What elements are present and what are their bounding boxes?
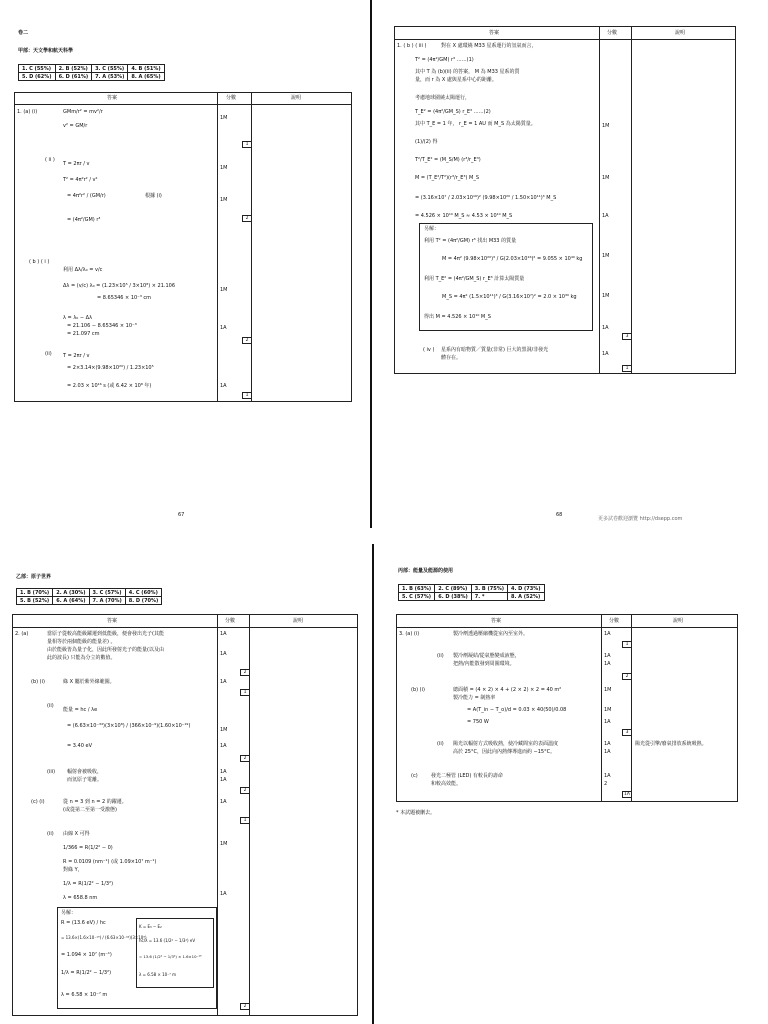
mark: 1M (220, 165, 228, 171)
answer-line: 綠 X 屬於紫外線範圍。 (63, 679, 115, 685)
mark: 1A (604, 631, 611, 637)
header-answer: 答案 (107, 95, 118, 101)
mark: 1M (602, 123, 610, 129)
answer-line: 總面積 = (4 × 2) × 4 + (2 × 2) × 2 = 40 m² (453, 687, 562, 693)
question-label: (iii) (47, 769, 56, 775)
answer-line: T_E² = (4π²/GM_S) r_E³ ……(2) (415, 109, 491, 115)
subtotal-box: 1 (622, 641, 632, 648)
header-answer: 答案 (489, 30, 500, 36)
header-remarks: 說明 (675, 30, 686, 36)
question-label: (ii) (437, 741, 444, 747)
answer-line: 能量 = hc / λe (63, 707, 98, 713)
question-label: (ii) (47, 703, 54, 709)
answer-line: (或從第二至第一受激態) (63, 807, 117, 813)
mc-cell: 3. C (55%) (92, 65, 128, 73)
mark: 1A (602, 351, 609, 357)
question-label: (ii) (45, 351, 52, 357)
header-marks: 分數 (226, 95, 237, 101)
subtotal-box: 1 (242, 141, 252, 148)
subtotal-box: 2 (622, 673, 632, 680)
subtotal-box: 1 (242, 392, 252, 399)
mark: 1M (220, 287, 228, 293)
header-row (397, 615, 737, 628)
question-label: 2. (a) (15, 631, 29, 637)
col-divider (599, 27, 600, 373)
header-answer: 答案 (491, 618, 502, 624)
question-label: (b) (i) (411, 687, 425, 693)
subtotal-box: 1 (622, 365, 632, 372)
mark: 1M (602, 175, 610, 181)
formula-line: T² = 4π²r² / v² (63, 177, 98, 183)
alt-line: R = (13.6 eV) / hc (61, 920, 106, 926)
mark: 1A (604, 661, 611, 667)
answer-line: 當原子從較高能級躍遷到低能級，便會發出光子(其能 (47, 631, 164, 637)
mark: 1A (220, 777, 227, 783)
alt-label: 另解： (424, 226, 440, 232)
header-remarks: 說明 (291, 95, 302, 101)
remark-line: 陽光從引擎/廢氣排放系統吸熱。 (635, 741, 707, 747)
mc-cell: 8. A (65%) (128, 73, 164, 81)
formula-line: = 8.65346 × 10⁻³ cm (97, 295, 152, 301)
mc-cell: 1. B (70%) (17, 589, 53, 597)
mark: 1A (220, 679, 227, 685)
mark: 1M (604, 707, 612, 713)
footer-link[interactable]: 更多試卷歡迎瀏覽 http://dsepp.com (598, 516, 683, 522)
answer-line: 製冷劑透過壓縮機從室內至室外。 (453, 631, 529, 637)
page-68 (376, 0, 768, 530)
mc-cell: 7. * (471, 593, 507, 601)
answer-line: 其中 T_E = 1 年， r_E = 1 AU 而 M_S 為太陽質量。 (415, 121, 536, 127)
subtotal-box: 1 (240, 817, 250, 824)
header-marks: 分數 (609, 618, 620, 624)
answer-line: M = (T_E²/T²)(r³/r_E³) M_S (415, 175, 479, 181)
question-label: (ii) (47, 831, 54, 837)
answer-line: T²/T_E² = (M_S/M) (r³/r_E³) (415, 157, 481, 163)
answer-line: 高於 25°C，因此向內熱傳導進而約 −15°C。 (453, 749, 556, 755)
alt-line: = 13.6×(1.6×10⁻¹⁹) / (6.63×10⁻³⁴)(3×10⁸) (61, 935, 147, 940)
alt-line: 利用 T_E² = (4π²/GM_S) r_E³ 計算太陽質量 (424, 276, 525, 282)
answer-line: = 3.40 eV (67, 743, 92, 749)
col-divider (601, 615, 602, 801)
question-label: 3. (a) (i) (399, 631, 420, 637)
mc-cell: 1. B (63%) (399, 585, 435, 593)
header-answer: 答案 (107, 618, 118, 624)
answer-line: (1)/(2) 得 (415, 139, 438, 145)
mc-cell: 3. C (57%) (89, 589, 125, 597)
mark: 1A (220, 383, 227, 389)
formula-line: = 4π²r² / (GM/r) (67, 193, 106, 199)
alt-line: = 13.6 (1/2² − 1/3²) × 1.6×10⁻¹⁹ (139, 954, 202, 959)
mc-cell: 2. C (89%) (435, 585, 472, 593)
page-section-c (376, 544, 768, 1024)
subtotal-box: 2 (240, 755, 250, 762)
answer-line: 星系內有暗物質／質量(非常) 巨大的黑洞/非發光 (441, 347, 549, 353)
question-label: ( iv ) (423, 347, 435, 353)
formula-line: GMm/r² = mv²/r (63, 109, 103, 115)
mc-cell: 7. A (70%) (89, 597, 125, 605)
mark: 1A (604, 741, 611, 747)
question-label: ( b ) ( i ) (29, 259, 50, 265)
alternative-solution-box (57, 907, 217, 1009)
mark: 1A (220, 799, 227, 805)
answer-line: = A(T_in − T_o)/d = 0.03 × 40(50)/0.08 (467, 707, 567, 713)
mc-cell: 6. A (64%) (53, 597, 89, 605)
answer-line: 量相等於兩個能級的能量差) 。 (47, 639, 116, 645)
header-row (13, 615, 357, 628)
alt-line: M = 4π² (9.98×10²⁰)³ / G(2.03×10¹⁶)² = 9.055 × 10⁴⁰ kg (442, 256, 583, 262)
subtotal-box: 2 (240, 669, 250, 676)
formula-line: T = 2πr / v (63, 161, 90, 167)
mark: 1A (602, 325, 609, 331)
alt-line: 1/λ = R(1/2² − 1/3²) (61, 970, 112, 976)
answer-line: 而氫原子電離。 (67, 777, 103, 783)
question-label: (c) (411, 773, 418, 779)
alt-label: 另解： (61, 910, 77, 916)
answer-line: 體存在。 (441, 355, 462, 361)
alternative-solution-box (419, 223, 593, 331)
alternative-inner-box (136, 918, 214, 988)
mc-cell: 4. D (73%) (508, 585, 545, 593)
marking-scheme-grid (14, 92, 352, 402)
header-marks: 分數 (607, 30, 618, 36)
formula-line: T = 2πr / v (63, 353, 90, 359)
answer-line: = 4.526 × 10¹⁰ M_S ≈ 4.53 × 10¹⁰ M_S (415, 213, 513, 219)
mc-answer-table (16, 588, 162, 605)
question-label: (c) (i) (31, 799, 45, 805)
answer-line: T² = (4π²/GM) r³ ……(1) (415, 57, 474, 63)
mc-cell: 4. B (51%) (128, 65, 164, 73)
marking-scheme-grid (12, 614, 358, 1016)
answer-line: λ = 658.8 nm (63, 895, 98, 901)
marking-scheme-grid (394, 26, 736, 374)
alt-line: λ = 6.58 × 10⁻⁷ m (61, 992, 108, 998)
answer-line: 對綠 Y， (63, 867, 83, 873)
mark: 1M (602, 253, 610, 259)
answer-line: 由於能級皆為量子化，因此所發射光子的能量(以及由 (47, 647, 164, 653)
mc-cell: 8. D (70%) (125, 597, 162, 605)
formula-line: = 21.106 − 8.65346 × 10⁻³ (67, 323, 137, 329)
mark: 1M (604, 687, 612, 693)
answer-line: 1/λ = R(1/2² − 1/3²) (63, 881, 114, 887)
answer-line: 製冷劑凝結/從氣態變成液態， (453, 653, 520, 659)
alt-line: λ = 6.58 × 10⁻⁷ m (139, 972, 177, 977)
answer-line: 對在 X 處環繞 M33 星系運行的氫氣而言， (441, 43, 537, 49)
answer-line: 製冷能力 = 制熱率 (453, 695, 496, 701)
mc-cell: 6. D (61%) (55, 73, 92, 81)
answer-line: 把熱/內能散發到周圍環境。 (453, 661, 515, 667)
page-section-b (0, 544, 370, 1024)
mark: 1M (220, 841, 228, 847)
mark: 1A (604, 653, 611, 659)
subtotal-box: 2 (240, 1003, 250, 1010)
question-label: 1. (a) (i) (17, 109, 38, 115)
answer-line: = (3.16×10⁷ / 2.03×10¹⁶)² (9.98×10²⁰ / 1.50×10¹¹)³ M_S (415, 195, 557, 201)
formula-line: λ = λ₀ − Δλ (63, 315, 93, 321)
mark: 1A (220, 325, 227, 331)
alt-line: M_S = 4π² (1.5×10¹¹)³ / G(3.16×10⁷)² = 2.0 × 10³⁰ kg (442, 294, 577, 300)
answer-line: 此的波長) 只能為分立的數值。 (47, 655, 116, 661)
alt-line: hc/λ = 13.6 (1/2² − 1/3²) eV (139, 938, 196, 943)
mark: 1A (220, 631, 227, 637)
subtotal-box: 1A (622, 791, 632, 798)
paper-label: 卷二 (18, 30, 29, 36)
mark: 1A (220, 651, 227, 657)
mark: 1A (220, 769, 227, 775)
answer-line: 其中 T 為 (b)(ii) 的答案， M 為 M33 星系的質 (415, 69, 520, 75)
alt-line: = 1.094 × 10⁷ (m⁻¹) (61, 952, 112, 958)
subtotal-box: 1 (240, 689, 250, 696)
answer-line: 輻射會被吸收， (67, 769, 103, 775)
section-title: 丙部：能量及能源的使用 (398, 568, 454, 574)
mark: 1A (220, 743, 227, 749)
subtotal-box: 3 (622, 333, 632, 340)
answer-line: 量，而 r 為 X 處與星系中心的距離。 (415, 77, 497, 83)
header-remarks: 說明 (673, 618, 684, 624)
formula-line: = 21.097 cm (67, 331, 100, 337)
answer-line: 和較高效能。 (431, 781, 462, 787)
formula-line: 利用 Δλ/λ₀ = v/c (63, 267, 103, 273)
formula-line: Δλ = (v/c) λ₀ = (1.23×10⁵ / 3×10⁸) × 21.106 (63, 283, 176, 289)
mark: 1M (220, 727, 228, 733)
mark: 1A (602, 213, 609, 219)
answer-line: R = 0.0109 (nm⁻¹) (或 1.09×10⁷ m⁻¹) (63, 859, 157, 865)
formula-line: = (4π²/GM) r³ (67, 217, 101, 223)
alt-line: 利用 T² = (4π²/GM) r³ 找出 M33 的質量 (424, 238, 517, 244)
mc-answer-table (398, 584, 545, 601)
header-remarks: 說明 (293, 618, 304, 624)
mc-cell: 2. B (52%) (55, 65, 92, 73)
subtotal-box: 2 (242, 337, 252, 344)
mc-cell: 2. A (30%) (53, 589, 89, 597)
col-divider (251, 93, 252, 401)
mc-cell: 6. D (38%) (435, 593, 472, 601)
mc-cell: 8. A (52%) (508, 593, 545, 601)
section-title: 乙部：原子世界 (16, 574, 52, 580)
alt-line: K = E₃ − E₂ (139, 924, 162, 929)
mark: 1A (220, 891, 227, 897)
mc-cell: 1. C (55%) (19, 65, 56, 73)
header-marks: 分數 (225, 618, 236, 624)
formula-note: 根據 (i) (145, 193, 162, 199)
mark: 1A (604, 749, 611, 755)
answer-line: 從 n = 3 到 n = 2 的躍遷。 (63, 799, 127, 805)
page-number: 67 (178, 512, 185, 518)
formula-line: = 2×3.14×(9.98×10²⁰) / 1.23×10⁵ (67, 365, 154, 371)
mark: 1M (220, 197, 228, 203)
answer-line: = 750 W (467, 719, 489, 725)
mark: 1M (220, 115, 228, 121)
formula-line: = 2.03 × 10¹⁶ s (或 6.42 × 10⁸ 年) (67, 383, 152, 389)
answer-line: 陽光以輻射方式吸收熱，使冷藏間室的表面溫度 (453, 741, 559, 747)
formula-line: v² = GM/r (63, 123, 88, 129)
answer-line: 1/366 = R(1/2² − 0) (63, 845, 113, 851)
mc-cell: 5. D (62%) (19, 73, 56, 81)
answer-line: 考慮地球圍繞太陽運行， (415, 95, 471, 101)
marking-scheme-grid (396, 614, 738, 802)
col-divider (217, 93, 218, 401)
subtotal-box: 2 (240, 787, 250, 794)
subtotal-box: 2 (242, 215, 252, 222)
mc-cell: 3. B (75%) (471, 585, 507, 593)
page-number: 68 (556, 512, 563, 518)
mc-cell: 5. C (57%) (399, 593, 435, 601)
mark: 2 (604, 781, 608, 787)
binding-line (370, 0, 372, 528)
section-title: 甲部：天文學和航天科學 (18, 48, 74, 54)
mc-answer-table (18, 64, 165, 81)
footnote: * 本試題被刪去。 (396, 810, 436, 816)
mc-cell: 7. A (53%) (92, 73, 128, 81)
mc-cell: 4. C (60%) (125, 589, 162, 597)
binding-line (372, 544, 374, 1024)
question-label: ( ii ) (45, 157, 55, 163)
mark: 1M (602, 293, 610, 299)
alt-line: 得出 M = 4.526 × 10¹⁰ M_S (424, 314, 491, 320)
answer-line: 由線 X 可得 (63, 831, 90, 837)
col-divider (217, 615, 218, 1015)
question-label: (ii) (437, 653, 444, 659)
subtotal-box: 3 (622, 729, 632, 736)
answer-line: = (6.63×10⁻³⁴)(3×10⁸) / (366×10⁻⁹)(1.60×10⁻¹⁹) (67, 723, 191, 729)
question-label: (b) (i) (31, 679, 45, 685)
question-label: 1. ( b ) ( iii ) (397, 43, 427, 49)
mark: 1A (604, 719, 611, 725)
mark: 1A (604, 773, 611, 779)
col-divider (631, 27, 632, 373)
answer-line: 發光二極管 (LED) 有較長的壽命 (431, 773, 503, 779)
mc-cell: 5. B (52%) (17, 597, 53, 605)
page-67 (0, 0, 366, 530)
